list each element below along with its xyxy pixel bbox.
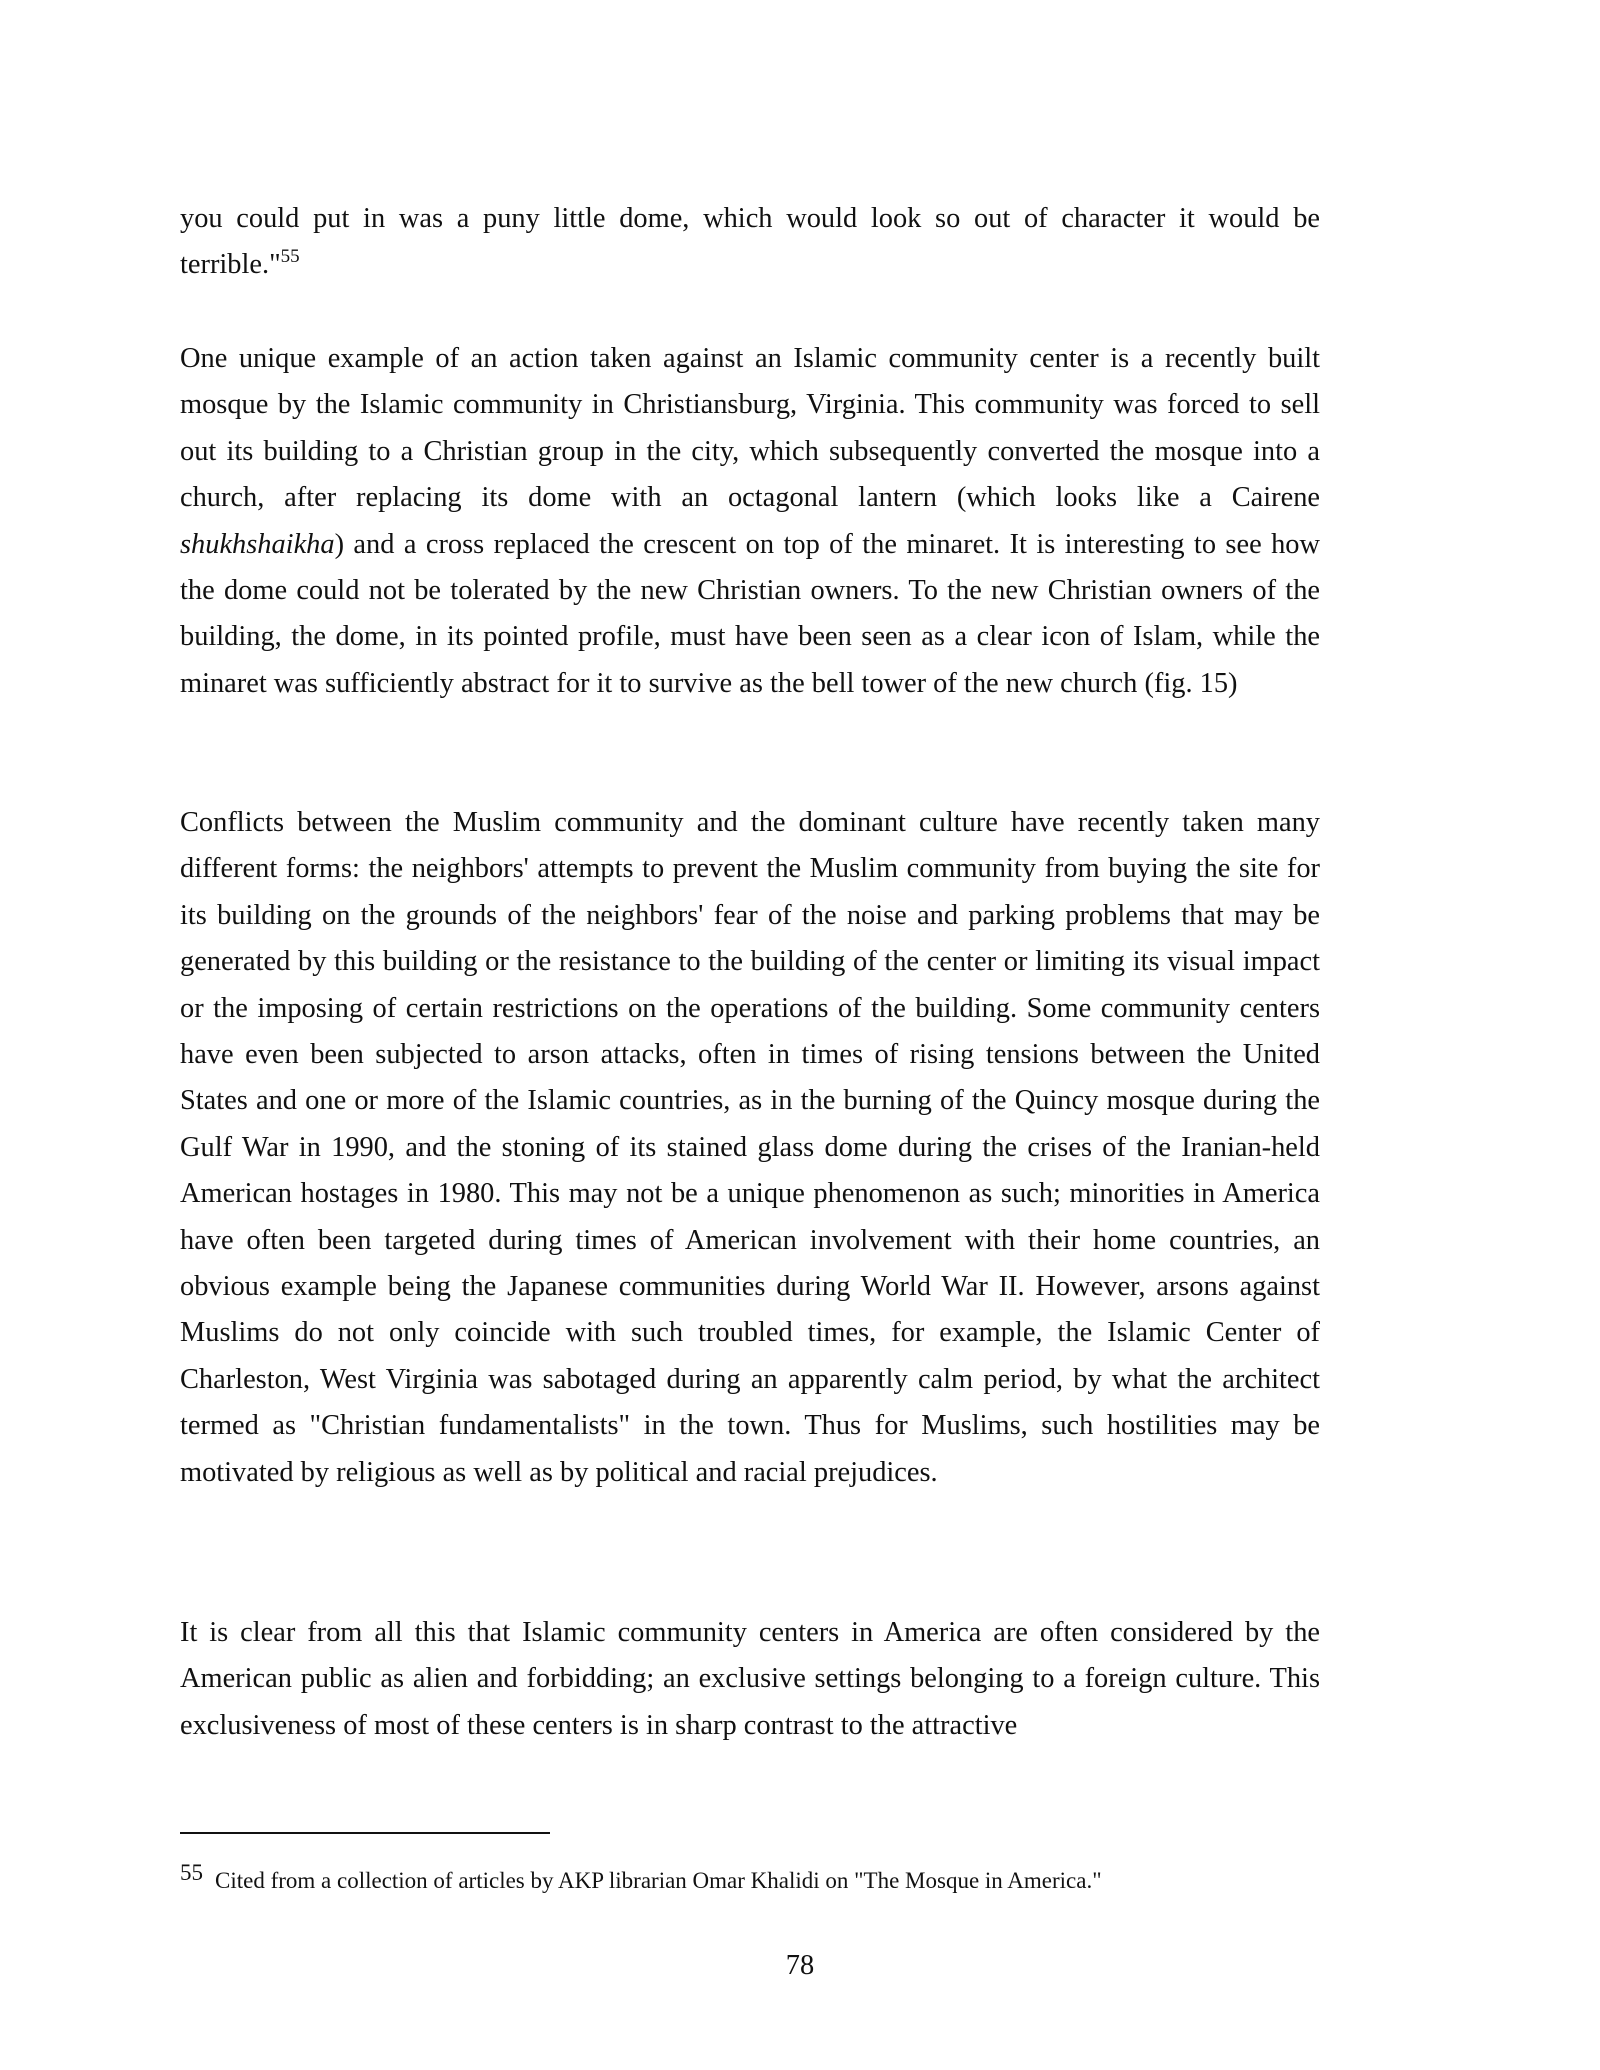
paragraph-1-text: you could put in was a puny little dome, which would look so out of character it would be terrible." [180,203,1320,281]
footnote-reference-55[interactable]: 55 [280,246,300,268]
paragraph-2-text-end: ) and a cross replaced the crescent on top of the minaret. It is interesting to see how the dome could not be tolerated by the new Christian owners. To the new Christian owners of the building, the dome, in its pointed profile, must have been seen as a clear icon of Islam, while the minaret was sufficiently abstract for it to survive as the bell tower of the new church (fig. 15) [180,528,1320,699]
paragraph-2 [180,336,1320,707]
paragraph-2-text-start: One unique example of an action taken against an Islamic community center is a recently built mosque by the Islamic community in Christiansburg, Virginia. This community was forced to sell out its building to a Christian group in the city, which subsequently converted the mosque into a church, after replacing its dome with an octagonal lantern (which looks like a Cairene [180,343,1320,514]
footnote-text: Cited from a collection of articles by AKP librarian Omar Khalidi on "The Mosque in America." [215,1868,1102,1893]
paragraph-1 [180,196,1320,289]
paragraph-4: It is clear from all this that Islamic community centers in America are often considered by the American public as alien and forbidding; an exclusive settings belonging to a foreign culture. This exclusiveness of most of these centers is in sharp contrast to the attractive [180,1617,1320,1741]
footnote-55 [180,1858,1320,1896]
footnote-separator [180,1832,550,1834]
italic-term-shukhshaikha: shukhshaikha [180,528,335,560]
page-number: 78 [785,1950,815,1981]
footnote-number: 55 [180,1860,203,1885]
paragraph-3: Conflicts between the Muslim community and the dominant culture have recently taken many different forms: the neighbors' attempts to prevent the Muslim community from buying the site for its building on the grounds of the neighbors' fear of the noise and parking problems that may be generated by this building or the resistance to the building of the center or limiting its visual impact or the imposing of certain restrictions on the operations of the building. Some community centers have even been subjected to arson attacks, often in times of rising tensions between the United States and one or more of the Islamic countries, as in the burning of the Quincy mosque during the Gulf War in 1990, and the stoning of its stained glass dome during the crises of the Iranian-held American hostages in 1980. This may not be a unique phenomenon as such; minorities in America have often been targeted during times of American involvement with their home countries, an obvious example being the Japanese communities during World War II. However, arsons against Muslims do not only coincide with such troubled times, for example, the Islamic Center of Charleston, West Virginia was sabotaged during an apparently calm period, by what the architect termed as "Christian fundamentalists" in the town. Thus for Muslims, such hostilities may be motivated by religious as well as by political and racial prejudices. [180,807,1320,1488]
